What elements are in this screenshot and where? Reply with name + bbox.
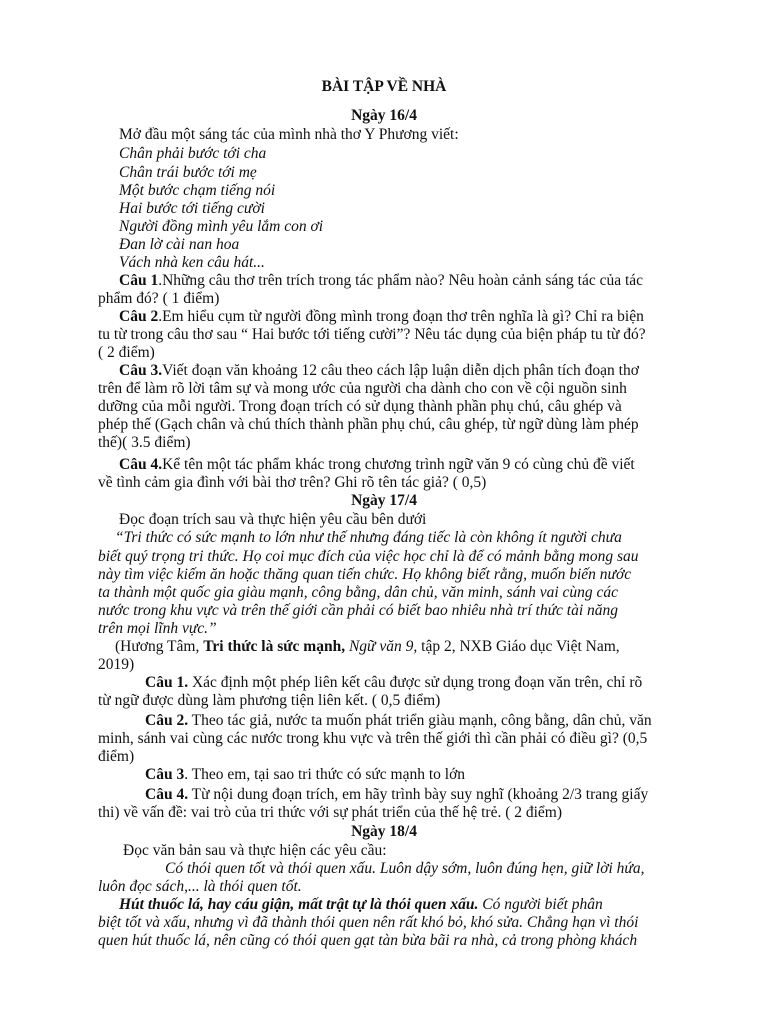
day3-paragraph-line: quen hút thuốc lá, nên cũng có thói quen gạt tàn bừa bãi ra nhà, cả trong phòng khách	[98, 932, 638, 949]
question-label: Câu 3	[145, 766, 185, 783]
question-label: Câu 1	[119, 272, 159, 289]
question-text: ( 2 điểm)	[98, 344, 155, 361]
question-text: Theo tác giả, nước ta muốn phát triển giàu mạnh, công bằng, dân chủ, văn	[188, 712, 652, 729]
day3-paragraph-line: Có thói quen tốt và thói quen xấu. Luôn dậy sớm, luôn đúng hẹn, giữ lời hứa,	[165, 860, 645, 877]
day3-intro: Đọc văn bản sau và thực hiện các yêu cầu:	[123, 842, 387, 859]
question-text: Viết đoạn văn khoảng 12 câu theo cách lập luận diễn dịch phân tích đoạn thơ	[162, 362, 639, 379]
question-label: Câu 4.	[145, 786, 189, 803]
question-text: từ ngữ được dùng làm phương tiện liên kết. ( 0,5 điểm)	[98, 692, 441, 709]
paragraph-text: Có người biết phân	[478, 896, 603, 913]
question-text: dưỡng của mỗi người. Trong đoạn trích có sử dụng thành phần phụ chú, câu ghép và	[98, 398, 622, 415]
source-book: Ngữ văn 9,	[348, 638, 418, 655]
passage-line: này tìm việc kiếm ăn hoặc thăng quan tiến chức. Họ không biết rằng, muốn biến nước	[98, 566, 632, 583]
day2-intro: Đọc đoạn trích sau và thực hiện yêu cầu bên dưới	[119, 511, 427, 528]
poem-line: Một bước chạm tiếng nói	[119, 182, 276, 199]
question-label: Câu 3.	[119, 362, 163, 379]
question-text: minh, sánh vai cùng các nước trong khu vực và trên thế giới thì cần phải có điều gì? (0,5	[98, 730, 648, 747]
passage-line: biết quý trọng tri thức. Họ coi mục đích của việc học chỉ là để có mảnh bằng mong sau	[98, 548, 639, 565]
day2-question-4	[145, 786, 648, 804]
question-text: Từ nội dung đoạn trích, em hãy trình bày suy nghĩ (khoảng 2/3 trang giấy	[188, 786, 649, 803]
day1-question-3	[119, 362, 639, 380]
question-text: .Những câu thơ trên trích trong tác phẩm nào? Nêu hoàn cảnh sáng tác của tác	[158, 272, 644, 289]
source-publisher: tập 2, NXB Giáo dục Việt Nam,	[417, 638, 620, 655]
poem-line: Chân phải bước tới cha	[119, 145, 267, 162]
question-text: về tình cảm gia đình với bài thơ trên? Ghi rõ tên tác giả? ( 0,5)	[98, 474, 487, 491]
day-heading-17-4: Ngày 17/4	[351, 492, 417, 509]
poem-line: Người đồng mình yêu lắm con ơi	[119, 218, 324, 235]
poem-line: Hai bước tới tiếng cười	[119, 200, 265, 217]
day3-paragraph-line: luôn đọc sách,... là thói quen tốt.	[98, 878, 302, 895]
question-text: Xác định một phép liên kết câu được sử dụng trong đoạn văn trên, chỉ rõ	[188, 674, 643, 691]
question-text: .Em hiểu cụm từ người đồng mình trong đoạn thơ trên nghĩa là gì? Chỉ ra biện	[158, 308, 644, 325]
day2-question-2	[145, 712, 652, 730]
passage-source	[115, 638, 620, 656]
question-label: Câu 2.	[145, 712, 189, 729]
question-text: tu từ trong câu thơ sau “ Hai bước tới tiếng cười”? Nêu tác dụng của biện pháp tu từ đó?	[98, 326, 646, 343]
passage-line: “Tri thức có sức mạnh to lớn như thế nhưng đáng tiếc là còn không ít người chưa	[115, 529, 622, 546]
day1-question-2	[119, 308, 644, 326]
poem-line: Chân trái bước tới mẹ	[119, 164, 257, 181]
passage-line: ta thành một quốc gia giàu mạnh, công bằng, dân chủ, văn minh, sánh vai cùng các	[98, 584, 619, 601]
day-heading-18-4: Ngày 18/4	[351, 823, 417, 840]
question-label: Câu 4.	[119, 456, 163, 473]
question-text: . Theo em, tại sao tri thức có sức mạnh to lớn	[184, 766, 466, 783]
day1-question-4	[119, 456, 635, 474]
question-text: phẩm đó? ( 1 điểm)	[98, 290, 220, 307]
day2-question-3	[145, 766, 465, 784]
source-author: (Hương Tâm,	[115, 638, 204, 655]
poem-line: Đan lờ cài nan hoa	[119, 236, 240, 253]
question-text: phép thế (Gạch chân và chú thích thành phần phụ chú, câu ghép, từ ngữ dùng làm phép	[98, 416, 639, 433]
passage-line: nước trong khu vực và trên thế giới cần phải có biết bao nhiêu nhà trí thức tài năng	[98, 602, 619, 619]
day3-paragraph-line: biệt tốt và xấu, nhưng vì đã thành thói quen nên rất khó bỏ, khó sửa. Chẳng hạn vì thói	[98, 914, 639, 931]
day1-intro: Mở đầu một sáng tác của mình nhà thơ Y Phương viết:	[119, 126, 459, 143]
day3-paragraph-2	[119, 896, 603, 914]
emphasis-text: Hút thuốc lá, hay cáu giận, mất trật tự là thói quen xấu.	[119, 896, 479, 913]
question-text: điểm)	[98, 748, 135, 765]
passage-line: trên mọi lĩnh vực.”	[98, 620, 217, 637]
question-label: Câu 1.	[145, 674, 189, 691]
question-text: thế)( 3.5 điểm)	[98, 434, 191, 451]
source-year: 2019)	[98, 656, 135, 673]
day2-question-1	[145, 674, 642, 692]
day-heading-16-4: Ngày 16/4	[351, 107, 417, 124]
question-text: Kể tên một tác phẩm khác trong chương trình ngữ văn 9 có cùng chủ đề viết	[162, 456, 635, 473]
question-text: trên để làm rõ lời tâm sự và mong ước của người cha dành cho con về cội nguồn sinh	[98, 380, 627, 397]
poem-line: Vách nhà ken câu hát...	[119, 254, 265, 271]
day1-question-1	[119, 272, 643, 290]
page-title: BÀI TẬP VỀ NHÀ	[321, 78, 447, 95]
question-text: thi) về vấn đề: vai trò của tri thức với sự phát triển của thế hệ trẻ. ( 2 điểm)	[98, 804, 563, 821]
question-label: Câu 2	[119, 308, 159, 325]
source-title: Tri thức là sức mạnh,	[203, 638, 346, 655]
